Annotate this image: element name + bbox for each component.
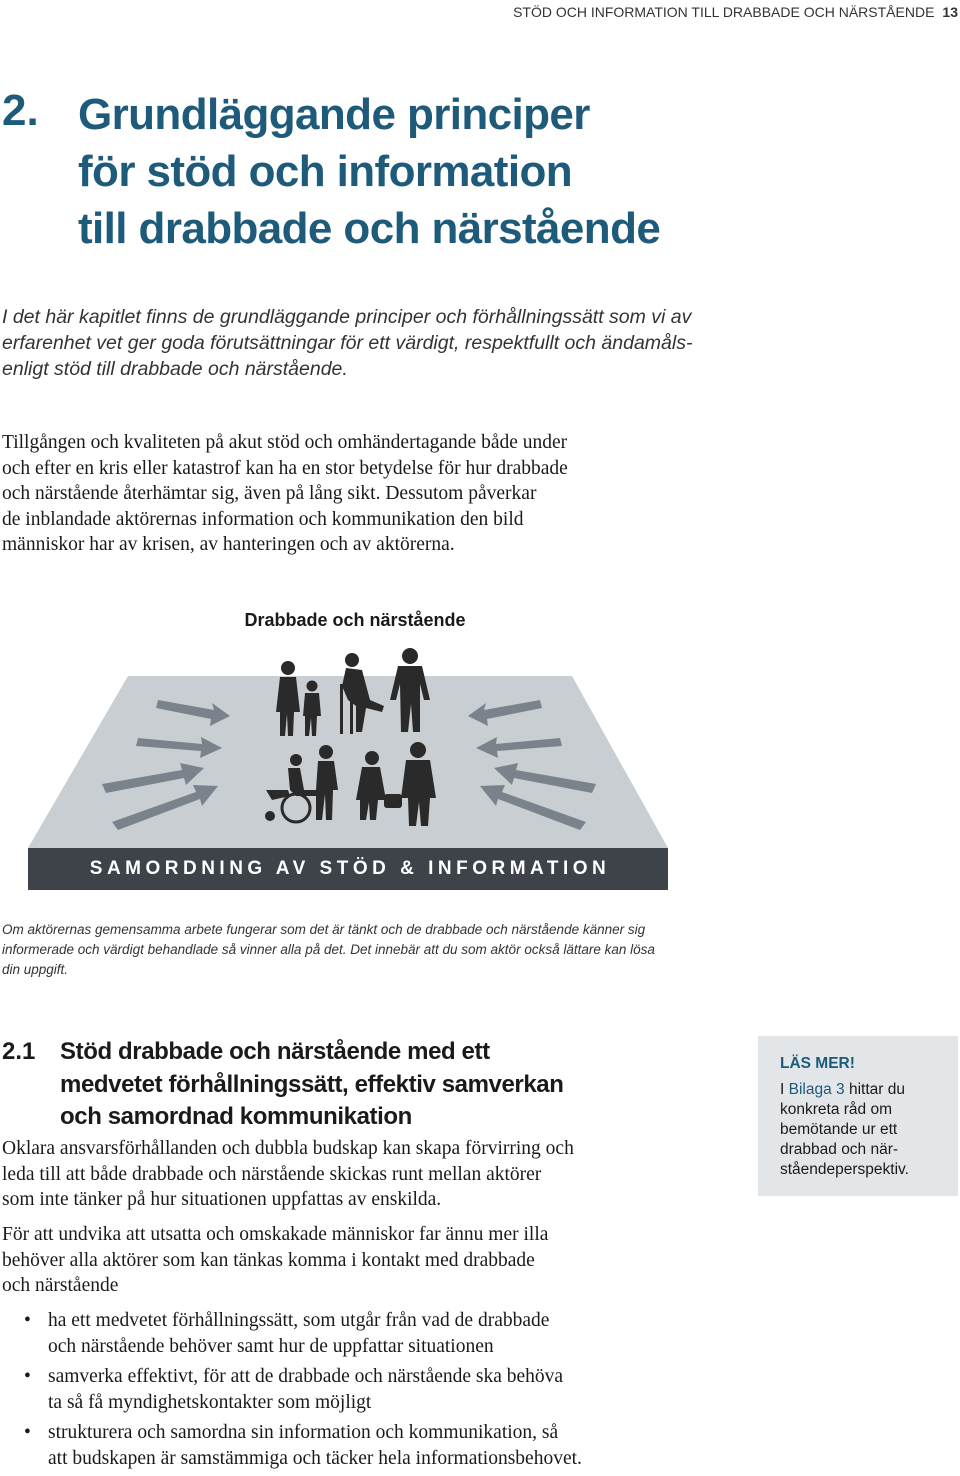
read-more-line: drabbad och när- (780, 1141, 899, 1158)
read-more-line: bemötande ur ett (780, 1121, 898, 1138)
running-head (0, 4, 960, 20)
paragraph-line: behöver alla aktörer som kan tänkas komma i kontakt med drabbade (2, 1249, 535, 1271)
running-head-title: STÖD OCH INFORMATION TILL DRABBADE OCH NÄRSTÅENDE (513, 4, 935, 20)
paragraph-line: människor har av krisen, av hanteringen och av aktörerna. (2, 534, 455, 555)
caption-line: din uppgift. (2, 962, 69, 977)
lead-line: erfarenhet vet ger goda förutsättningar för ett värdigt, respektfullt och ändamåls- (2, 332, 693, 354)
read-more-heading: LÄS MER! (780, 1055, 855, 1072)
paragraph-line: och närstående (2, 1275, 119, 1296)
read-more-prefix: I (780, 1081, 789, 1098)
appendix-link[interactable]: Bilaga 3 (788, 1081, 845, 1098)
figure-caption (2, 920, 692, 980)
list-item-line: ha ett medvetet förhållningssätt, som utgår från vad de drabbade (48, 1310, 550, 1331)
section-title-line: medvetet förhållningssätt, effektiv samverkan (60, 1070, 564, 1098)
section-paragraph-1 (2, 1136, 702, 1213)
list-item-line: ta så få myndighetskontakter som möjligt (48, 1391, 372, 1413)
lead-line: enligt stöd till drabbade och närstående. (2, 358, 348, 380)
list-item-line: samverka effektivt, för att de drabbade och närstående ska behöva (48, 1366, 564, 1387)
read-more-line (780, 1080, 944, 1100)
chapter-title (78, 86, 758, 257)
coordination-banner: SAMORDNING AV STÖD & INFORMATION (89, 858, 611, 879)
list-item (2, 1420, 702, 1471)
paragraph-line: leda till att både drabbade och närstående skickas runt mellan aktörer (2, 1163, 542, 1185)
chapter-title-line: för stöd och information (78, 147, 573, 196)
list-item-line: att budskapen är samstämmiga och täcker hela informationsbehovet. (48, 1447, 582, 1469)
chapter-title-line: till drabbade och närstående (78, 204, 661, 253)
section-title (60, 1036, 700, 1134)
list-item-line: och närstående behöver samt hur de uppfattar situationen (48, 1335, 494, 1357)
paragraph-line: Oklara ansvarsförhållanden och dubbla budskap kan skapa förvirring och (2, 1138, 574, 1159)
bullet-icon: • (24, 1310, 31, 1331)
list-item (2, 1364, 702, 1415)
caption-line: informerade och värdigt behandlade så vinner alla på det. Det innebär att du som aktör också lättare kan lösa (2, 942, 655, 957)
paragraph-line: som inte tänker på hur situationen uppfattas av enskilda. (2, 1189, 442, 1210)
section-title-line: och samordnad kommunikation (60, 1103, 412, 1130)
paragraph-line: de inblandade aktörernas information och kommunikation den bild (2, 508, 524, 530)
intro-paragraph (2, 430, 702, 558)
read-more-line: konkreta råd om (780, 1101, 892, 1118)
chapter-title-line: Grundläggande principer (78, 90, 590, 139)
bullet-icon: • (24, 1422, 31, 1443)
read-more-suffix: hittar du (844, 1081, 905, 1098)
figure-title: Drabbade och närstående (244, 610, 466, 630)
chapter-number: 2. (2, 86, 39, 135)
section-paragraph-2 (2, 1222, 702, 1299)
lead-line: I det här kapitlet finns de grundläggande principer och förhållningssätt som vi av (2, 306, 692, 328)
paragraph-line: och närstående återhämtar sig, även på lång sikt. Dessutom påverkar (2, 483, 537, 504)
list-item (2, 1308, 702, 1359)
paragraph-line: Tillgången och kvaliteten på akut stöd och omhändertagande både under (2, 432, 568, 453)
read-more-box (758, 1036, 958, 1196)
caption-line: Om aktörernas gemensamma arbete fungerar som det är tänkt och de drabbade och närstående känner sig (2, 922, 646, 937)
page-number: 13 (942, 4, 958, 20)
read-more-line: ståendeperspektiv. (780, 1161, 909, 1178)
section-number: 2.1 (2, 1038, 36, 1065)
list-item-line: strukturera och samordna sin information och kommunikation, så (48, 1422, 559, 1443)
bullet-icon: • (24, 1366, 31, 1387)
lead-paragraph (2, 304, 692, 382)
paragraph-line: och efter en kris eller katastrof kan ha en stor betydelse för hur drabbade (2, 457, 568, 479)
section-title-line: Stöd drabbade och närstående med ett (60, 1038, 490, 1065)
bullet-list (2, 1308, 702, 1476)
paragraph-line: För att undvika att utsatta och omskakade människor far ännu mer illa (2, 1224, 549, 1245)
